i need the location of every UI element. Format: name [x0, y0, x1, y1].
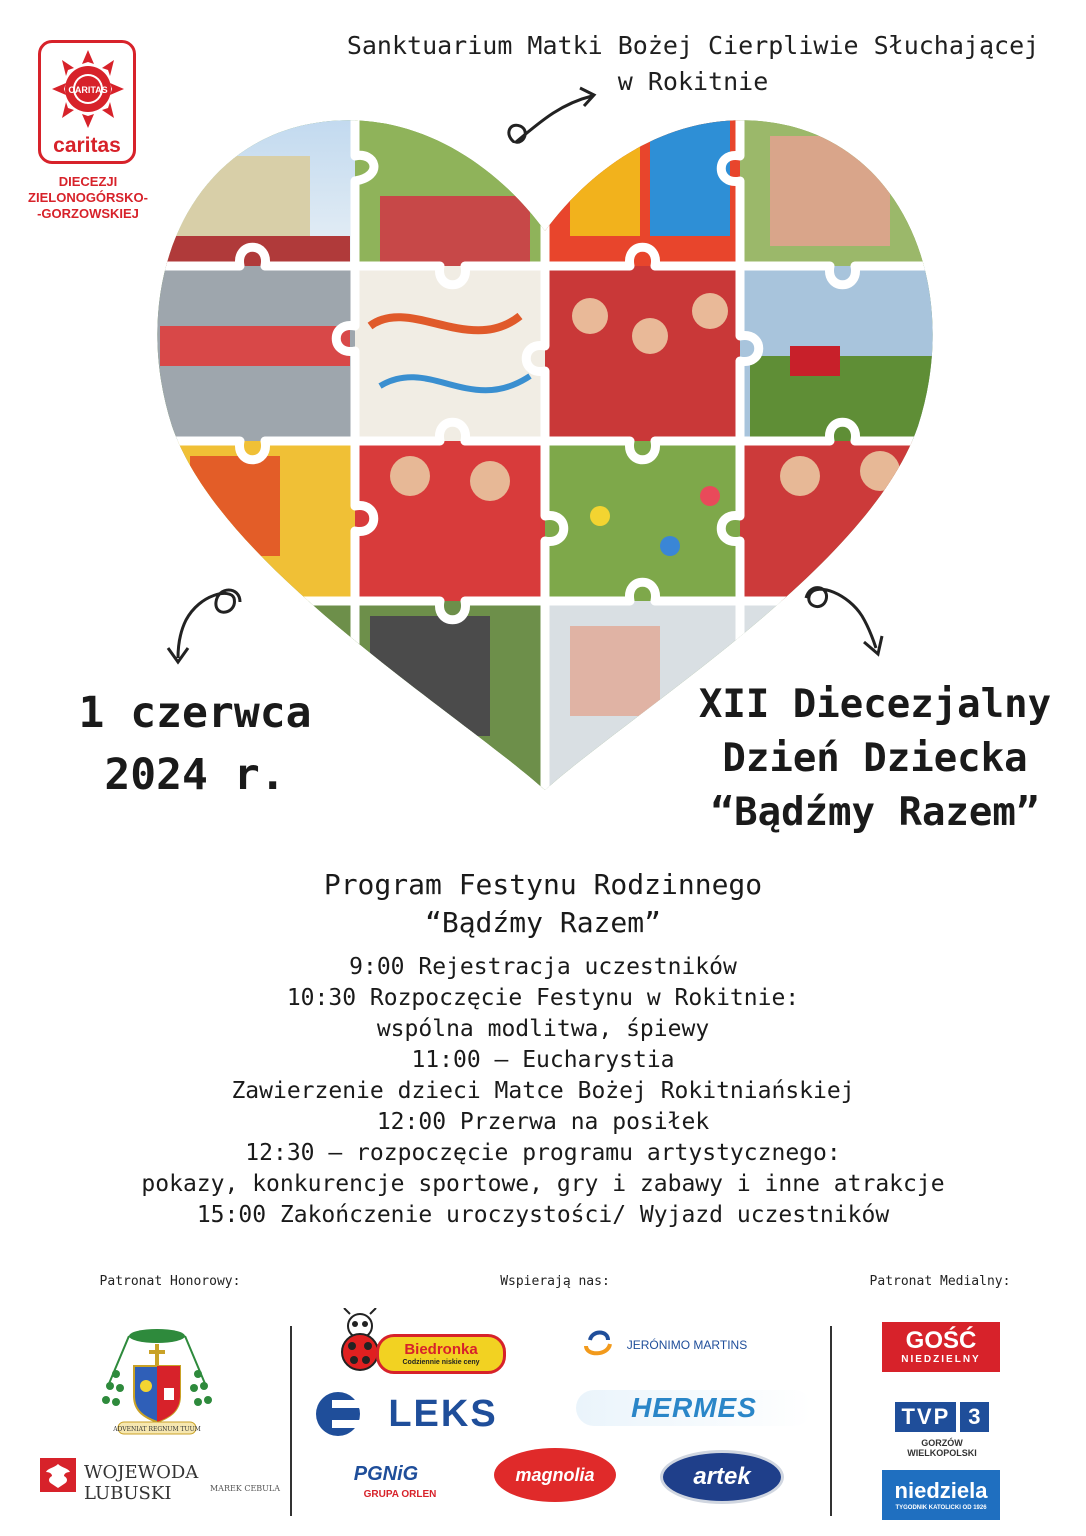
sponsor-jeronimo-martins-logo: JERÓNIMO MARTINS — [626, 1338, 748, 1352]
sponsor-pgnig-subtitle: GRUPA ORLEN — [363, 1488, 437, 1500]
program-item: 10:30 Rozpoczęcie Festynu w Rokitnie: — [286, 985, 800, 1011]
caritas-emblem-icon — [50, 46, 126, 132]
svg-text:ADVENIAT REGNUM TUUM: ADVENIAT REGNUM TUUM — [113, 1426, 201, 1433]
program-item: 15:00 Zakończenie uroczystości/ Wyjazd uczestników — [196, 1202, 890, 1228]
event-title: XII Diecezjalny Dzień Dziecka “Bądźmy Razem” — [698, 682, 1052, 835]
media-niedziela-logo: niedziela TYGODNIK KATOLICKI OD 1926 — [882, 1470, 1000, 1520]
media-tvp3-logo: TVP 3 — [884, 1398, 1000, 1436]
sponsor-biedronka-logo: Biedronka Codziennie niskie ceny — [376, 1334, 506, 1374]
program-schedule — [0, 952, 1086, 1231]
sponsor-magnolia-logo: magnolia — [494, 1448, 616, 1502]
program-heading: Program Festynu Rodzinnego “Bądźmy Razem” — [323, 868, 763, 939]
program-item: pokazy, konkurencje sportowe, gry i zabawy i inne atrakcje — [141, 1171, 945, 1197]
sponsor-pgnig-logo: PGNiG — [353, 1462, 419, 1485]
program-item: 12:30 – rozpoczęcie programu artystycznego: — [245, 1140, 841, 1166]
leks-emblem-icon — [312, 1390, 368, 1438]
program-item: wspólna modlitwa, śpiewy — [376, 1016, 710, 1042]
polish-eagle-icon — [40, 1458, 76, 1492]
program-item: 11:00 – Eucharystia — [411, 1047, 675, 1073]
bishop-coat-of-arms-icon — [98, 1326, 216, 1436]
program-item: Zawierzenie dzieci Matce Bożej Rokitniańskiej — [231, 1078, 855, 1104]
sponsor-leks-logo: LEKS — [388, 1392, 498, 1435]
media-patronage-label: Patronat Medialny: — [869, 1274, 1011, 1289]
sponsors-label: Wspierają nas: — [500, 1274, 610, 1289]
caritas-diocese-subtitle: DIECEZJI ZIELONOGÓRSKO- -GORZOWSKIEJ — [28, 174, 148, 221]
footer-divider-right — [830, 1326, 832, 1516]
sponsor-hermes-logo: HERMES — [576, 1390, 812, 1426]
caritas-wordmark: caritas — [53, 134, 121, 157]
media-gosc-niedzielny-logo: GOŚĆ NIEDZIELNY — [882, 1322, 1000, 1372]
media-tvp3-region: GORZÓW WIELKOPOLSKI — [907, 1438, 977, 1458]
program-item: 9:00 Rejestracja uczestników — [349, 954, 737, 980]
voivode-person: MAREK CEBULA — [209, 1484, 280, 1493]
sanctuary-title: Sanktuarium Matki Bożej Cierpliwie Słuchającej w Rokitnie — [346, 31, 1040, 96]
footer-divider-left — [290, 1326, 292, 1516]
svg-text:CARITAS: CARITAS — [68, 85, 108, 95]
voivode-name: WOJEWODA LUBUSKI — [84, 1462, 199, 1504]
event-date: 1 czerwca 2024 r. — [78, 688, 312, 800]
jeronimo-martins-emblem-icon — [580, 1326, 614, 1360]
program-item: 12:00 Przerwa na posiłek — [376, 1109, 710, 1135]
honorary-patronage-label: Patronat Honorowy: — [99, 1274, 241, 1289]
sponsor-artek-logo: artek — [660, 1450, 784, 1504]
